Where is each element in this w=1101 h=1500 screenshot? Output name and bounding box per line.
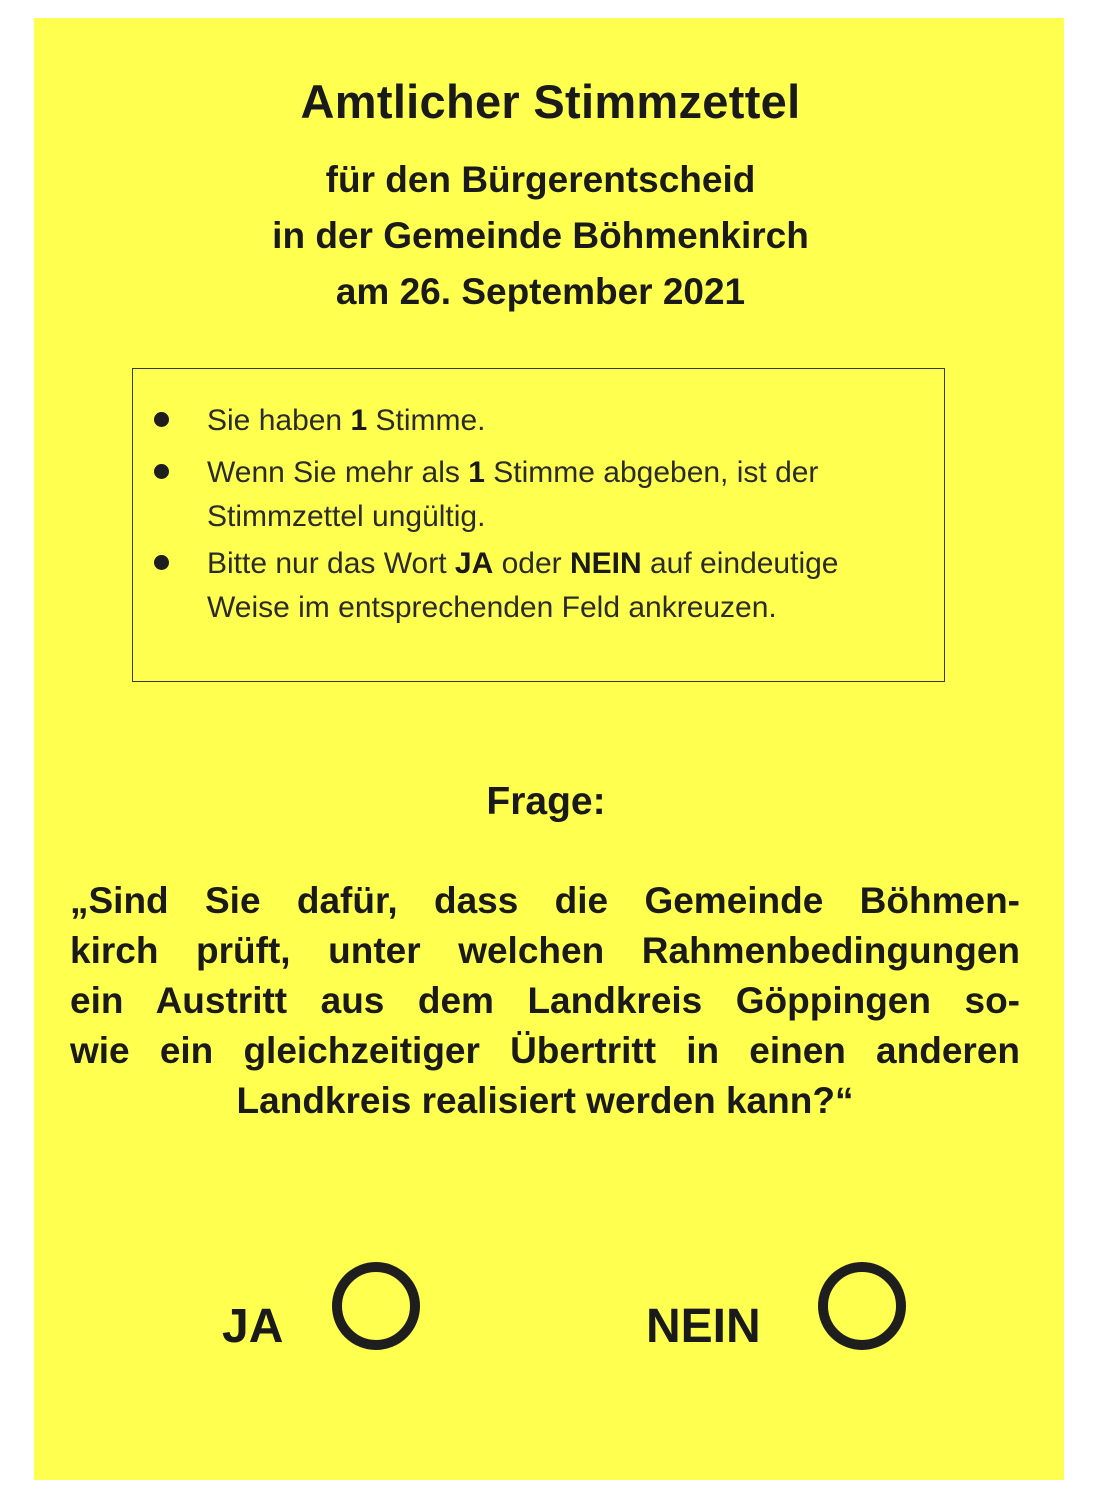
instructions-box <box>132 368 945 682</box>
subtitle-line-municipality: in der Gemeinde Böhmenkirch <box>272 215 809 256</box>
yes-label: JA <box>222 1300 284 1353</box>
no-label: NEIN <box>646 1300 761 1353</box>
ballot-title: Amtlicher Stimmzettel <box>300 75 801 128</box>
question-line: kirch prüft, unter welchen Rahmenbedingungen <box>70 930 1020 971</box>
question-text <box>70 876 1020 1126</box>
instruction-one-vote: Sie haben 1 Stimme. <box>207 399 947 443</box>
bullet-icon <box>154 555 169 570</box>
bullet-icon <box>154 464 169 479</box>
no-checkbox[interactable] <box>818 1262 906 1350</box>
ballot-subtitle <box>0 152 1081 320</box>
instruction-invalid-if-more: Wenn Sie mehr als 1 Stimme abgeben, ist der Stimmzettel ungültig. <box>207 451 947 539</box>
question-line: „Sind Sie dafür, dass die Gemeinde Böhmen- <box>70 880 1020 921</box>
instruction-mark-field: Bitte nur das Wort JA oder NEIN auf eindeutige Weise im entsprechenden Feld ankreuzen. <box>207 542 947 630</box>
question-line: ein Austritt aus dem Landkreis Göppingen so- <box>70 980 1020 1021</box>
subtitle-line-referendum: für den Bürgerentscheid <box>325 159 756 200</box>
bullet-icon <box>154 412 169 427</box>
question-line: Landkreis realisiert werden kann?“ <box>236 1080 854 1121</box>
yes-checkbox[interactable] <box>332 1262 420 1350</box>
question-heading: Frage: <box>486 780 606 823</box>
subtitle-line-date: am 26. September 2021 <box>335 271 746 312</box>
question-line: wie ein gleichzeitiger Übertritt in einen anderen <box>70 1030 1020 1071</box>
